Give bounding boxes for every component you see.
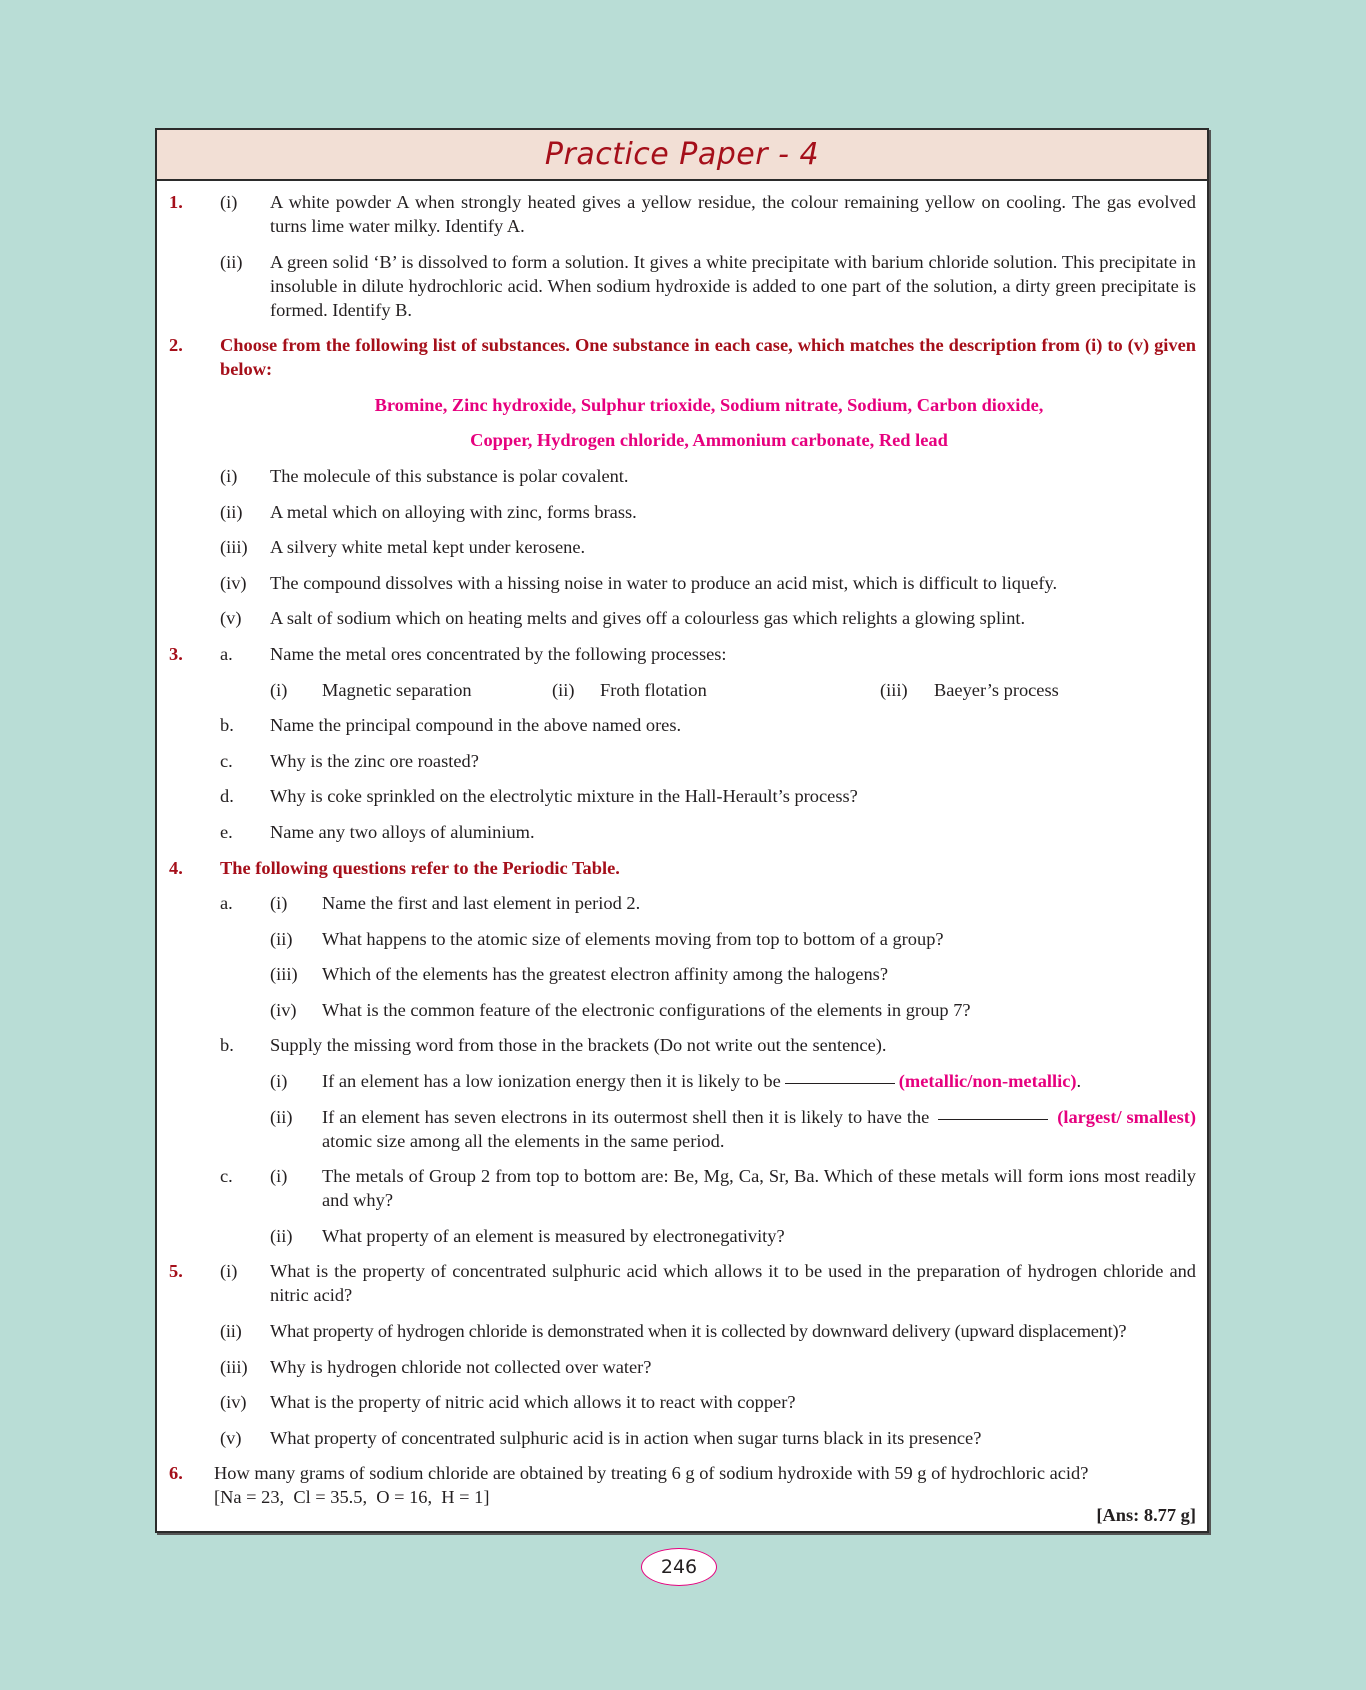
sub-sub-label: (iv) (270, 999, 297, 1020)
question-text: What property of hydrogen chloride is demonstrated when it is collected by downward delivery (upward displacement)? (270, 1321, 1127, 1342)
question-text: The following questions refer to the Periodic Table. (220, 857, 620, 878)
sub-label: (iv) (220, 572, 247, 593)
sub-label: b. (220, 1035, 234, 1056)
sub-label: (ii) (220, 501, 243, 522)
sub-sub-label: (ii) (270, 1106, 293, 1127)
sub-sub-label: (i) (270, 1071, 288, 1092)
question-4-prompt (157, 856, 1207, 880)
substance-list-line-2: Copper, Hydrogen chloride, Ammonium carbonate, Red lead (470, 430, 948, 451)
question-text: A silvery white metal kept under kerosene. (270, 537, 586, 558)
question-4-a-item (157, 927, 1207, 951)
question-text: A white powder A when strongly heated gives a yellow residue, the colour remaining yellow on cooling. The gas evolved turns lime water milky. Identify A. (270, 192, 1196, 236)
question-text: What is the property of concentrated sulphuric acid which allows it to be used in the preparation of hydrogen chloride and nitric acid? (270, 1261, 1196, 1306)
question-text: Which of the elements has the greatest electron affinity among the halogens? (322, 964, 888, 985)
sub-sub-label: (ii) (270, 928, 293, 949)
question-text: Why is hydrogen chloride not collected over water? (270, 1356, 652, 1377)
question-number: 4. (169, 857, 183, 878)
question-text: A green solid ‘B’ is dissolved to form a solution. It gives a white precipitate with barium chloride solution. This precipitate in insoluble in dilute hydrochloric acid. When sodium hydroxide is added to one part of the solution, a dirty green precipitate is formed. Identify B. (270, 251, 1196, 320)
question-1-ii (157, 250, 1207, 322)
question-5-item (157, 1390, 1207, 1414)
bracket-options: (metallic/non-metallic) (898, 1071, 1077, 1092)
question-3-item (157, 784, 1207, 808)
question-5-item (157, 1426, 1207, 1450)
paper-header (157, 130, 1207, 181)
page-number: 246 (641, 1548, 717, 1586)
sub-sub-label: (ii) (270, 1225, 293, 1246)
question-3-item (157, 820, 1207, 844)
question-text: Supply the missing word from those in the brackets (Do not write out the sentence). (270, 1035, 887, 1056)
sub-label: (i) (220, 1261, 238, 1282)
sentence-end: atomic size among all the elements in the same period. (322, 1130, 725, 1151)
answer: [Ans: 8.77 g] (1096, 1505, 1196, 1526)
sub-label: (i) (220, 192, 238, 212)
sub-label: (ii) (220, 1321, 242, 1342)
answer-blank (785, 1083, 895, 1084)
option-text: Magnetic separation (322, 679, 472, 700)
question-text: What happens to the atomic size of elements moving from top to bottom of a group? (322, 928, 944, 949)
question-text: The compound dissolves with a hissing noise in water to produce an acid mist, which is difficult to liquefy. (270, 572, 1058, 593)
question-text: A salt of sodium which on heating melts and gives off a colourless gas which relights a glowing splint. (270, 608, 1026, 629)
paper-title: Practice Paper - 4 (544, 137, 820, 172)
question-text: What property of an element is measured by electronegativity? (322, 1225, 785, 1246)
question-text: Name the metal ores concentrated by the following processes: (270, 643, 727, 664)
question-text: A metal which on alloying with zinc, forms brass. (270, 501, 637, 522)
sub-label: (v) (220, 608, 242, 629)
practice-paper (155, 128, 1209, 1533)
question-3-a (157, 642, 1207, 666)
question-number: 2. (169, 335, 183, 356)
question-2-item (157, 606, 1207, 630)
question-4-c-item (157, 1164, 1207, 1212)
option-text: Baeyer’s process (934, 679, 1059, 700)
question-text: What is the common feature of the electronic configurations of the elements in group 7? (322, 999, 971, 1020)
question-text: The metals of Group 2 from top to bottom are: Be, Mg, Ca, Sr, Ba. Which of these metals will form ions most readily and why? (322, 1166, 1196, 1211)
question-text: If an element has a low ionization energy then it is likely to be (322, 1071, 781, 1092)
option-label: (i) (270, 679, 288, 700)
sub-label: c. (220, 750, 233, 771)
sub-label: a. (220, 643, 233, 664)
sub-label: a. (220, 893, 233, 914)
substance-list-line-1: Bromine, Zinc hydroxide, Sulphur trioxide, Sodium nitrate, Sodium, Carbon dioxide, (374, 394, 1044, 415)
question-text: If an element has seven electrons in its outermost shell then it is likely to have the (322, 1106, 930, 1127)
question-text: What is the property of nitric acid which allows it to react with copper? (270, 1392, 796, 1413)
sub-label: (iii) (220, 1356, 248, 1377)
question-3-item (157, 749, 1207, 773)
question-text: Why is the zinc ore roasted? (270, 750, 479, 771)
sentence-end: . (1076, 1071, 1082, 1092)
question-5-item (157, 1319, 1207, 1343)
question-2-prompt (157, 333, 1207, 381)
sub-sub-label: (i) (270, 893, 288, 914)
sub-label: (iii) (220, 537, 248, 558)
question-4-c-item (157, 1224, 1207, 1248)
sub-label: (ii) (220, 251, 243, 272)
question-3-item (157, 713, 1207, 737)
question-4-a-item (157, 998, 1207, 1022)
questions (157, 181, 1207, 1527)
question-text: How many grams of sodium chloride are obtained by treating 6 g of sodium hydroxide with 59 g of hydrochloric acid? (214, 1463, 1089, 1484)
question-text: Name any two alloys of aluminium. (270, 821, 535, 842)
question-4-b-ii (157, 1105, 1207, 1153)
option-label: (ii) (552, 679, 575, 700)
question-5-item (157, 1355, 1207, 1379)
sub-label: (v) (220, 1427, 242, 1448)
question-text: What property of concentrated sulphuric acid is in action when sugar turns black in its presence? (270, 1427, 982, 1448)
bracket-options: (largest/ smallest) (1057, 1106, 1196, 1127)
question-2-item (157, 535, 1207, 559)
answer-blank (938, 1119, 1048, 1120)
question-text: Why is coke sprinkled on the electrolytic mixture in the Hall-Herault’s process? (270, 786, 858, 807)
question-4-a-item (157, 891, 1207, 915)
question-number: 1. (169, 192, 183, 212)
question-2-item (157, 500, 1207, 524)
question-number: 3. (169, 643, 183, 664)
question-4-b-i (157, 1069, 1207, 1093)
question-1-i (157, 190, 1207, 238)
process-options (157, 678, 1207, 702)
question-4-b (157, 1033, 1207, 1057)
question-text: Name the principal compound in the above named ores. (270, 715, 682, 736)
question-text: Choose from the following list of substances. One substance in each case, which matches the description from (i) to (v) given below: (220, 335, 1196, 380)
sub-label: (i) (220, 465, 238, 486)
sub-sub-label: (iii) (270, 964, 298, 985)
sub-label: e. (220, 821, 233, 842)
question-2-item (157, 464, 1207, 488)
question-number: 6. (169, 1463, 183, 1484)
question-6 (157, 1461, 1207, 1509)
question-text: The molecule of this substance is polar covalent. (270, 465, 629, 486)
question-number: 5. (169, 1261, 183, 1282)
question-text: Name the first and last element in period 2. (322, 893, 641, 914)
question-2-item (157, 571, 1207, 595)
question-4-a-item (157, 962, 1207, 986)
sub-label: d. (220, 786, 234, 807)
option-text: Froth flotation (600, 679, 707, 700)
sub-label: c. (220, 1166, 233, 1187)
atomic-masses: [Na = 23, Cl = 35.5, O = 16, H = 1] (214, 1487, 490, 1508)
sub-label: (iv) (220, 1392, 247, 1413)
option-label: (iii) (880, 679, 908, 700)
question-5-item (157, 1259, 1207, 1307)
sub-sub-label: (i) (270, 1166, 288, 1187)
sub-label: b. (220, 715, 234, 736)
